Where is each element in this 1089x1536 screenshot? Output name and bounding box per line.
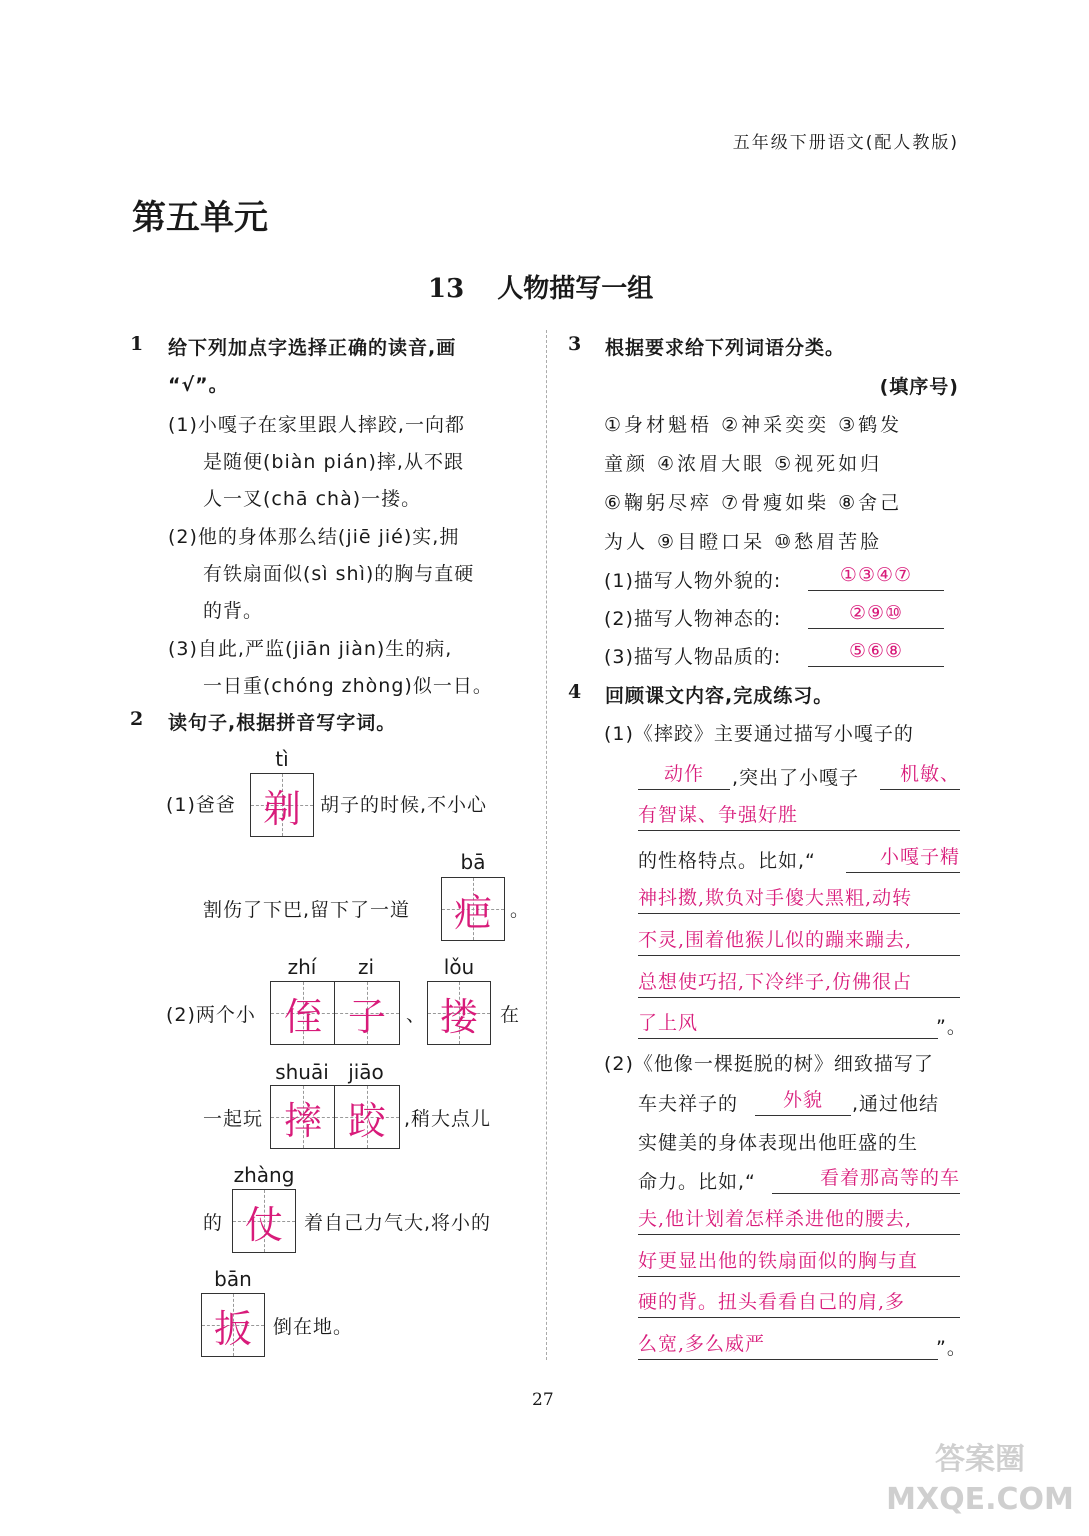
q2-s2c: 在: [500, 1004, 521, 1026]
q2-s2g: 着自己力气大,将小的: [304, 1212, 492, 1234]
q4-p1-t2: 的性格特点。比如,“: [638, 850, 816, 872]
q2-s1a: (1)爸爸: [166, 794, 236, 816]
q4-p2-a6: 么宽,多么威严: [638, 1322, 938, 1360]
q4-p2-a4: 好更显出他的铁扇面似的胸与直: [638, 1239, 960, 1277]
q3-number: 3: [568, 333, 582, 355]
q3-ans2: ②⑨⑩: [808, 591, 944, 629]
q3-note: (填序号): [879, 376, 959, 398]
watermark-logo: 答案圈 MXQE.COM: [886, 1442, 1074, 1517]
q4-p2-a3: 夫,他计划着怎样杀进他的腰去,: [638, 1197, 960, 1235]
q1-item1-l2: 是随便(biàn pián)摔,从不跟: [203, 451, 464, 473]
q1-item3-l2: 一日重(chóng zhòng)似一日。: [203, 675, 493, 697]
answer-box-ti: 剃: [250, 773, 314, 837]
q4-p2-l1: (2)《他像一棵挺脱的树》细致描写了: [604, 1053, 934, 1075]
q4-p2-a2: 看着那高等的车: [772, 1156, 960, 1194]
answer-box-ban: 扳: [201, 1293, 265, 1357]
q4-p1-a8: 了上风: [638, 1001, 938, 1039]
q4-p1-a2: 机敏、: [880, 752, 960, 790]
q1-item1-l1: (1)小嘎子在家里跟人摔跤,一向都: [168, 414, 465, 436]
q2-s2d: 一起玩: [203, 1108, 264, 1130]
lesson-name: 人物描写一组: [497, 274, 654, 304]
q1-item3-l1: (3)自此,严监(jiān jiàn)生的病,: [168, 638, 453, 660]
column-divider: [546, 330, 547, 1360]
q2-s1d: 。: [510, 899, 531, 921]
pinyin-jiao: jiāo: [348, 1060, 384, 1084]
q4-p2-l3: 实健美的身体表现出他旺盛的生: [638, 1132, 919, 1154]
pinyin-ba: bā: [460, 850, 486, 874]
answer-box-lou: 搂: [427, 981, 491, 1045]
q3-words-3: ⑥鞠躬尽瘁 ⑦骨瘦如柴 ⑧舍己: [604, 492, 903, 514]
lesson-title: [428, 268, 653, 305]
q4-p1-a3: 有智谋、争强好胜: [638, 793, 960, 831]
q2-s1c: 割伤了下巴,留下了一道: [203, 899, 411, 921]
q4-p2-t2: ,通过他结: [852, 1093, 940, 1115]
page-number: 27: [532, 1390, 554, 1410]
q1-prompt: 给下列加点字选择正确的读音,画: [168, 337, 457, 359]
q3-words-4: 为人 ⑨目瞪口呆 ⑩愁眉苦脸: [604, 531, 883, 553]
q1-item2-l2: 有铁扇面似(sì shì)的胸与直硬: [203, 563, 475, 585]
pinyin-lou: lǒu: [443, 955, 475, 979]
q4-p2-t4: ”。: [936, 1337, 967, 1359]
answer-box-jiao: 跤: [334, 1085, 400, 1149]
pinyin-shuai: shuāi: [275, 1060, 329, 1084]
q2-number: 2: [130, 708, 144, 730]
answer-box-zhi: 侄: [270, 981, 336, 1045]
q3-prompt: 根据要求给下列词语分类。: [605, 337, 846, 359]
pinyin-zhi: zhí: [287, 955, 317, 979]
q1-prompt-b: “√”。: [168, 374, 229, 396]
q4-p1-a1: 动作: [638, 752, 730, 790]
pinyin-ti: tì: [275, 747, 289, 771]
q4-p1-t3: ”。: [936, 1016, 967, 1038]
q4-p2-a1: 外貌: [755, 1078, 851, 1116]
q3-ans1: ①③④⑦: [808, 553, 944, 591]
q4-p2-t1: 车夫祥子的: [638, 1093, 739, 1115]
answer-box-zhang: 仗: [232, 1189, 296, 1253]
lesson-number: 13: [428, 274, 465, 304]
q3-words-1: ①身材魁梧 ②神采奕奕 ③鹤发: [604, 414, 903, 436]
q1-item2-l3: 的背。: [203, 600, 264, 622]
q2-s2h: 倒在地。: [273, 1316, 354, 1338]
q4-prompt: 回顾课文内容,完成练习。: [605, 685, 834, 707]
q4-p1-a5: 神抖擞,欺负对手傻大黑粗,动转: [638, 876, 960, 914]
q4-p1-a4: 小嘎子精: [846, 835, 960, 873]
q3-ans1-label: (1)描写人物外貌的:: [604, 570, 782, 592]
q1-item2-l1: (2)他的身体那么结(jiē jié)实,拥: [168, 526, 460, 548]
book-header: 五年级下册语文(配人教版): [732, 133, 959, 153]
q2-s2f: 的: [203, 1212, 224, 1234]
q1-item1-l3: 人一叉(chā chà)一搂。: [203, 488, 422, 510]
pinyin-zhang: zhàng: [233, 1163, 295, 1187]
q3-ans3-label: (3)描写人物品质的:: [604, 646, 782, 668]
q2-s2b: 、: [406, 1004, 427, 1026]
q3-ans2-label: (2)描写人物神态的:: [604, 608, 782, 630]
q3-words-2: 童颜 ④浓眉大眼 ⑤视死如归: [604, 453, 883, 475]
q4-p1-t1: ,突出了小嘎子: [732, 767, 860, 789]
q2-s1b: 胡子的时候,不小心: [320, 794, 488, 816]
q4-number: 4: [568, 681, 582, 703]
q4-p1-a6: 不灵,围着他猴儿似的蹦来蹦去,: [638, 918, 960, 956]
q4-p2-t3: 命力。比如,“: [638, 1171, 756, 1193]
q4-p2-a5: 硬的背。扭头看看自己的肩,多: [638, 1280, 960, 1318]
q2-prompt: 读句子,根据拼音写字词。: [168, 712, 397, 734]
q2-s2a: (2)两个小: [166, 1004, 256, 1026]
pinyin-ban: bān: [214, 1267, 252, 1291]
q1-number: 1: [130, 333, 144, 355]
q3-ans3: ⑤⑥⑧: [808, 629, 944, 667]
answer-box-zi: 子: [334, 981, 400, 1045]
unit-title: 第五单元: [132, 198, 268, 238]
answer-box-ba: 疤: [441, 877, 505, 941]
q4-p1-l1: (1)《摔跤》主要通过描写小嘎子的: [604, 723, 914, 745]
q4-p1-a7: 总想使巧招,下冷绊子,仿佛很占: [638, 960, 960, 998]
q2-s2e: ,稍大点儿: [404, 1108, 492, 1130]
answer-box-shuai: 摔: [270, 1085, 336, 1149]
pinyin-zi: zi: [357, 955, 375, 979]
